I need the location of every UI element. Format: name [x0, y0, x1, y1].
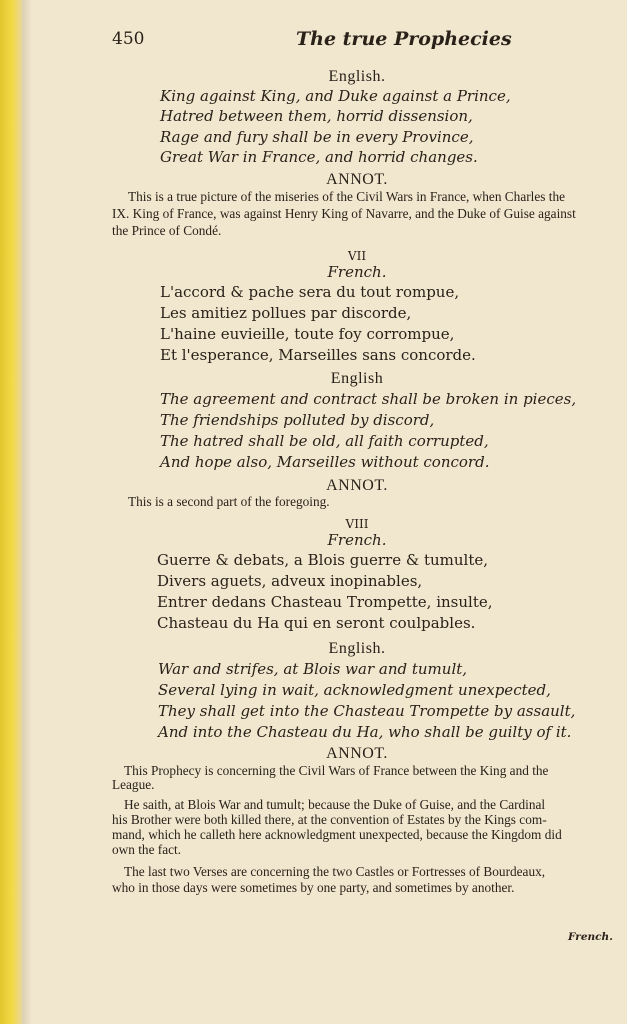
annotation-line: who in those days were sometimes by one party, and sometimes by another. [112, 880, 515, 895]
gutter-shadow [22, 0, 32, 1024]
quatrain-numeral: VIII [345, 517, 369, 531]
annotation-line: own the fact. [112, 842, 182, 857]
annot-heading: ANNOT. [326, 745, 388, 762]
verse-line: They shall get into the Chasteau Trompette by assault, [158, 702, 576, 720]
verse-line: Chasteau du Ha qui en seront coulpables. [157, 614, 476, 632]
verse-line: L'accord & pache sera du tout rompue, [160, 283, 460, 301]
yellow-page-edge [0, 0, 22, 1024]
verse-line: Entrer dedans Chasteau Trompette, insulte, [157, 593, 493, 611]
annotation-line: He saith, at Blois War and tumult; because the Duke of Guise, and the Cardinal [124, 797, 546, 812]
quatrain-numeral: VII [347, 249, 367, 263]
annotation-line: mand, which he calleth here acknowledgment unexpected, because the Kingdom did [112, 827, 562, 842]
verse-line: The hatred shall be old, all faith corrupted, [160, 432, 489, 450]
verse-line: Several lying in wait, acknowledgment unexpected, [158, 681, 551, 699]
verse-line: Rage and fury shall be in every Province, [160, 128, 474, 146]
verse-line: And hope also, Marseilles without concord. [160, 453, 490, 471]
annotation-line: The last two Verses are concerning the two Castles or Fortresses of Bourdeaux, [124, 864, 546, 879]
verse-line: War and strifes, at Blois war and tumult, [158, 660, 468, 678]
verse-line: And into the Chasteau du Ha, who shall be guilty of it. [158, 723, 572, 741]
verse-line: The agreement and contract shall be broken in pieces, [160, 390, 577, 408]
english-heading: English [330, 370, 384, 387]
annotation-line: IX. King of France, was against Henry King of Navarre, and the Duke of Guise against [112, 206, 576, 221]
english-heading: English. [328, 640, 386, 657]
page-number: 450 [112, 29, 145, 49]
verse-line: Guerre & debats, a Blois guerre & tumulte, [157, 551, 489, 569]
annot-heading: ANNOT. [326, 171, 388, 188]
verse-line: King against King, and Duke against a Prince, [160, 87, 511, 105]
annotation-line: This Prophecy is concerning the Civil Wars of France between the King and the [124, 763, 549, 778]
verse-line: Les amitiez pollues par discorde, [160, 304, 412, 322]
annotation-line: League. [112, 777, 155, 792]
annot-heading: ANNOT. [326, 477, 388, 494]
running-title: The true Prophecies [296, 28, 512, 50]
book-page [32, 0, 627, 1024]
annotation-line: This is a second part of the foregoing. [128, 494, 330, 509]
verse-line: The friendships polluted by discord, [160, 411, 435, 429]
french-heading: French. [327, 531, 387, 549]
verse-line: Great War in France, and horrid changes. [160, 148, 478, 166]
french-heading: French. [327, 263, 387, 281]
annotation-line: his Brother were both killed there, at the convention of Estates by the Kings com- [112, 812, 547, 827]
verse-line: Hatred between them, horrid dissension, [160, 107, 473, 125]
annotation-line: the Prince of Condé. [112, 223, 222, 238]
catchword: French. [568, 931, 613, 943]
verse-line: L'haine euvieille, toute foy corrompue, [160, 325, 455, 343]
english-heading: English. [328, 68, 386, 85]
verse-line: Divers aguets, adveux inopinables, [157, 572, 423, 590]
annotation-line: This is a true picture of the miseries of the Civil Wars in France, when Charles the [128, 189, 565, 204]
verse-line: Et l'esperance, Marseilles sans concorde. [160, 346, 476, 364]
